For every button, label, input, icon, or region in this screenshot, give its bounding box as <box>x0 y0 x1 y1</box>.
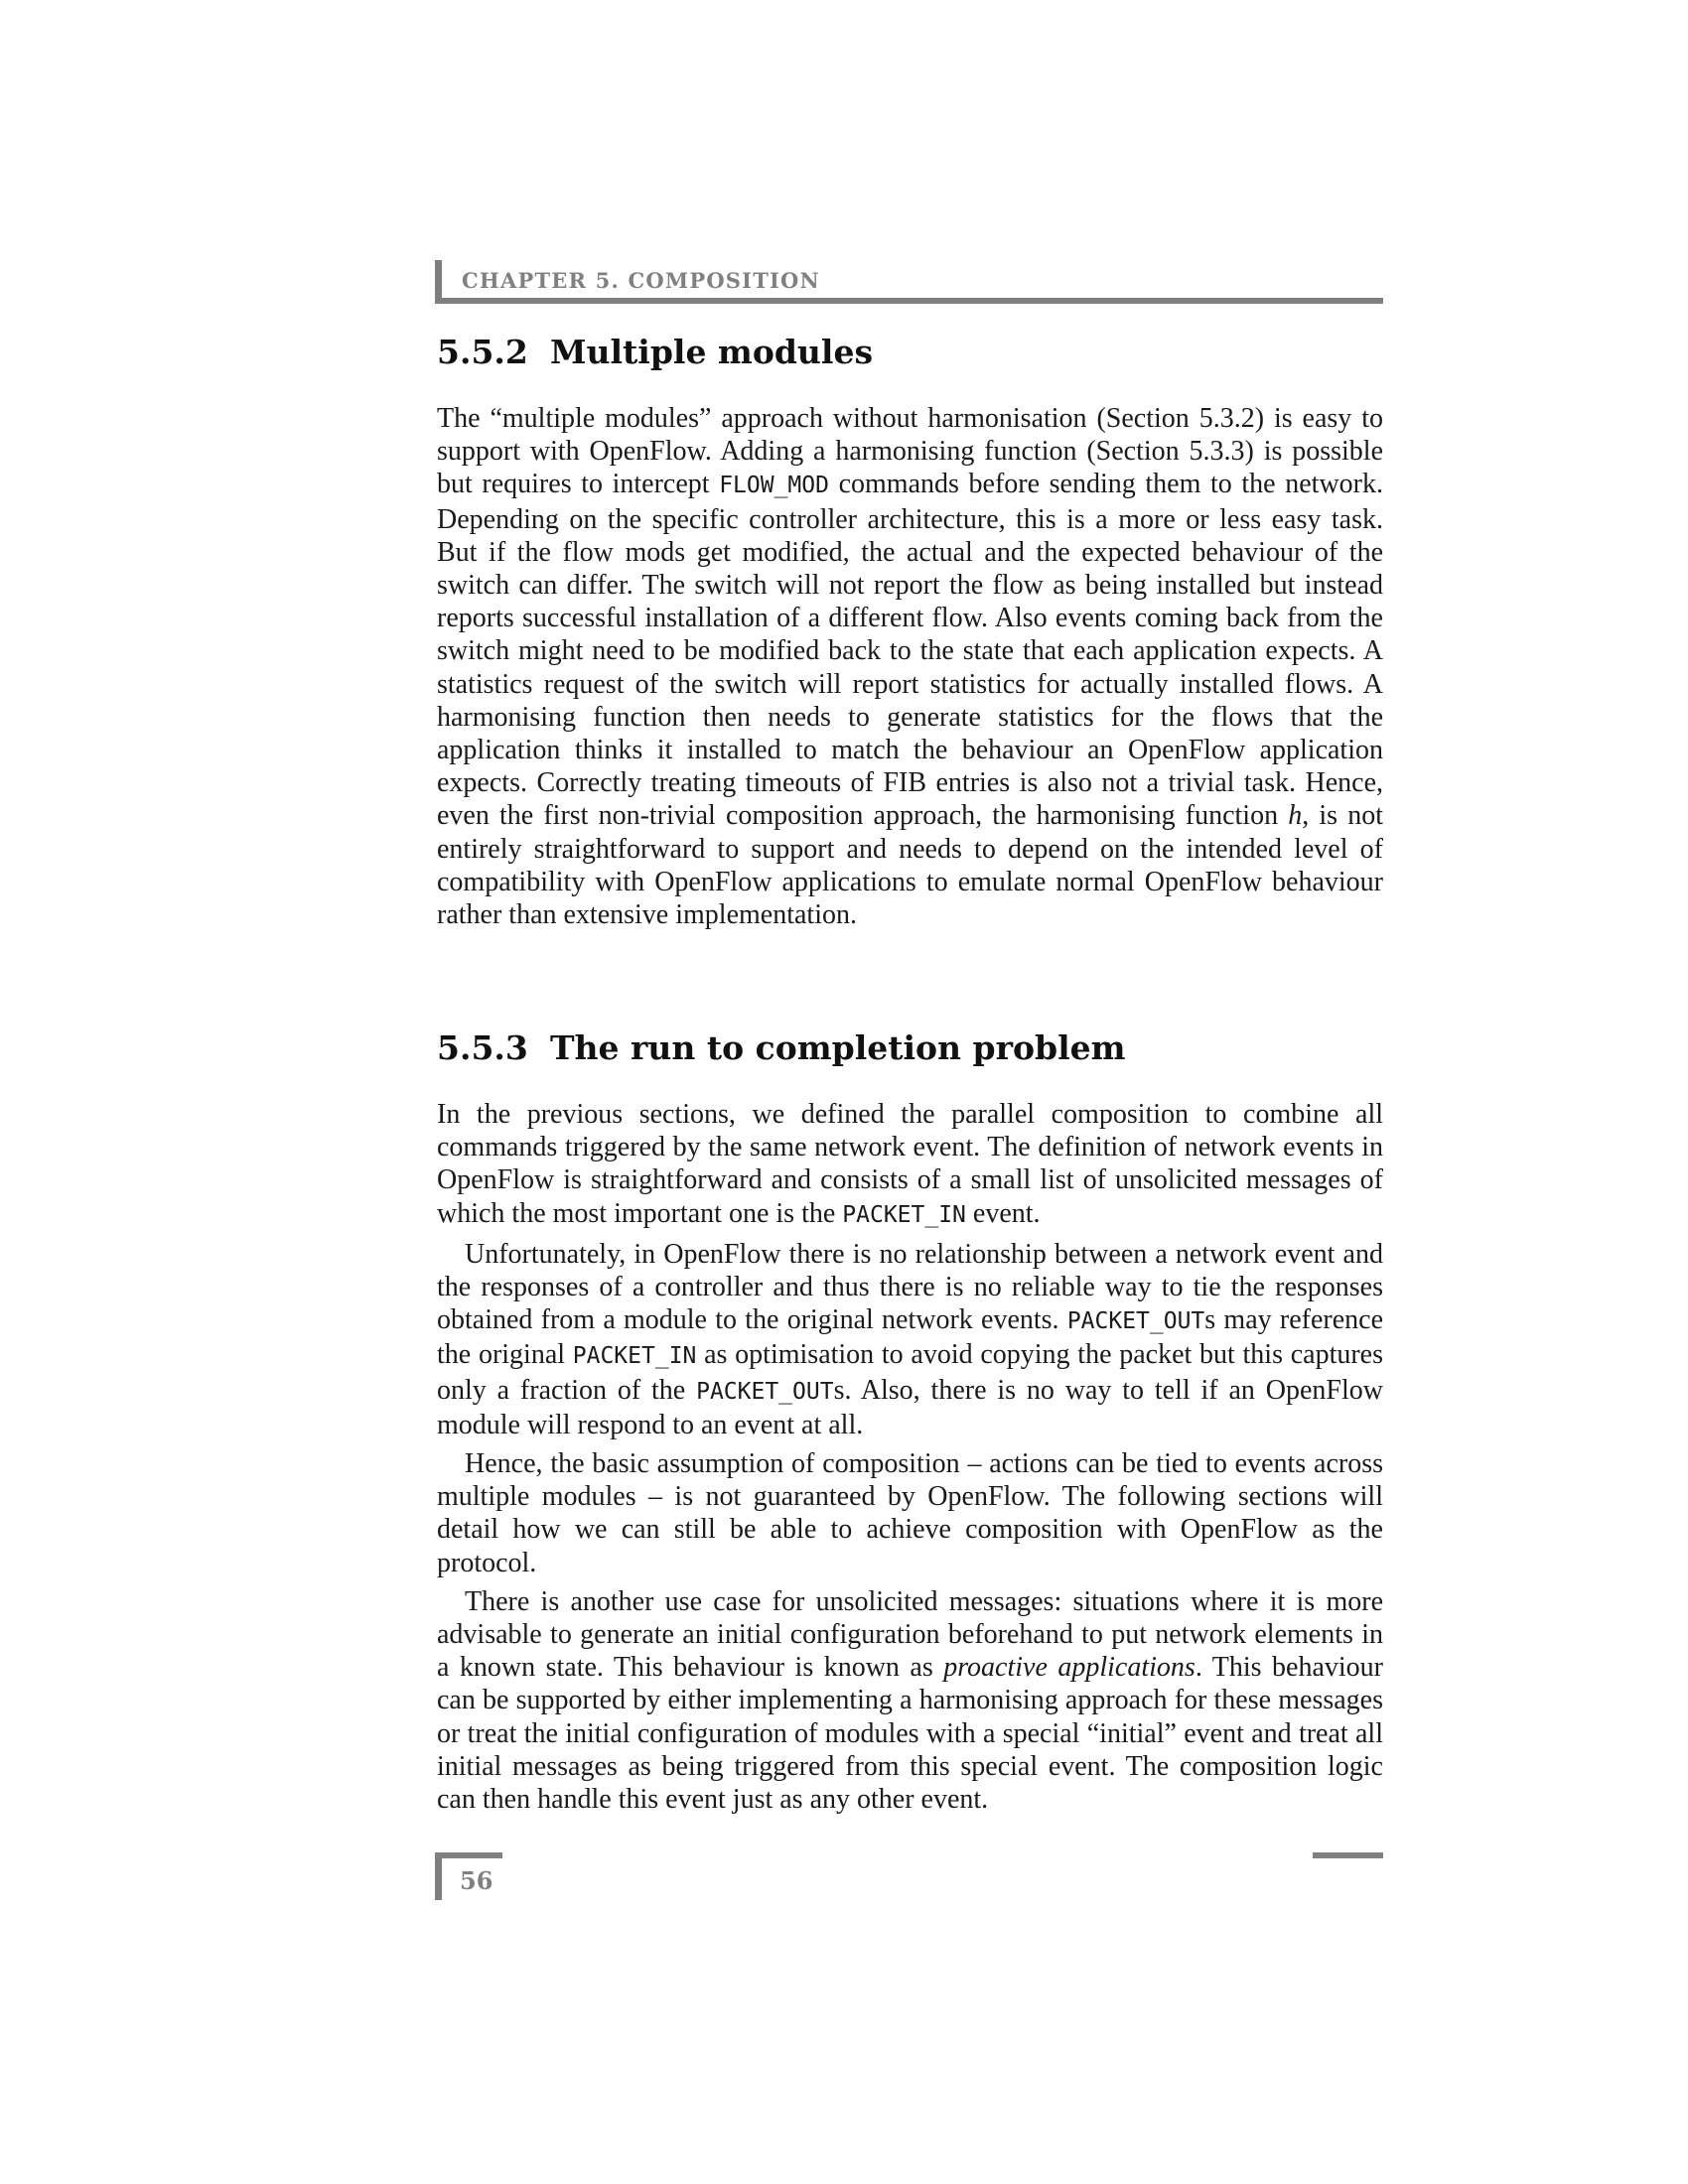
section-heading <box>437 1028 1383 1067</box>
text-run: The “multiple modules” approach without harmonisation (Section 5.3.2) is easy to support with OpenFlow. Adding a harmonising function (Section 5.3.3) is possible but requires to intercept <box>437 403 1383 500</box>
page-header <box>435 260 1383 304</box>
section-5-5-3-body <box>437 1098 1383 1816</box>
emphasis: proactive applications <box>943 1652 1196 1684</box>
math-variable: h <box>1288 800 1303 832</box>
section-5-5-3 <box>437 1028 1383 1067</box>
text-run: Unfortunately, in OpenFlow there is no relationship between a network event and the responses of a controller and thus there is no reliable way to tie the responses obtained from a module to the original network events. <box>437 1238 1383 1336</box>
paragraph <box>437 402 1383 931</box>
section-heading <box>437 333 1383 371</box>
code-packet-out: PACKET_OUT <box>696 1378 834 1405</box>
text-run: as optimisation to avoid copying the packet but this captures only a fraction of the <box>437 1339 1383 1406</box>
text-run: There is another use case for unsolicited messages: situations where it is more advisable to generate an initial configuration beforehand to put network elements in a known state. This behaviour is known as <box>437 1585 1383 1684</box>
paragraph <box>437 1238 1383 1441</box>
section-5-5-2-body <box>437 402 1383 931</box>
text-run: event. <box>965 1197 1041 1229</box>
section-5-5-2 <box>437 333 1383 371</box>
code-packet-out: PACKET_OUT <box>1066 1308 1205 1335</box>
code-packet-in: PACKET_IN <box>572 1343 697 1370</box>
text-run: In the previous sections, we defined the parallel composition to combine all commands triggered by the same network event. The definition of network events in OpenFlow is straightforward and consists of a small list of unsolicited messages of which the most important one is the <box>437 1099 1383 1229</box>
section-number: 5.5.3 <box>437 1028 528 1067</box>
page-footer <box>435 1852 502 1900</box>
footer-rule <box>1313 1852 1383 1858</box>
paragraph <box>437 1585 1383 1816</box>
text-run: , is not entirely straightforward to support and needs to depend on the intended level of compatibility with OpenFlow applications to emulate normal OpenFlow behaviour rather than extensive implementation. <box>437 800 1383 931</box>
code-packet-in: PACKET_IN <box>842 1201 966 1228</box>
text-run: commands before sending them to the network. Depending on the specific controller architecture, this is a more or less easy task. But if the flow mods get modified, the actual and the expected behaviour of the switch can differ. The switch will not report the flow as being installed but instead reports successful installation of a different flow. Also events coming back from the switch might need to be modified back to the state that each application expects. A statistics request of the switch will report statistics for actually installed flows. A harmonising function then needs to generate statistics for the flows that the application thinks it installed to match the behaviour an OpenFlow application expects. Correctly treating timeouts of FIB entries is also not a trivial task. Hence, even the first non-trivial composition approach, the harmonising function <box>437 469 1383 832</box>
section-number: 5.5.2 <box>437 333 528 371</box>
paragraph <box>437 1447 1383 1579</box>
text-run: . This behaviour can be supported by either implementing a harmonising approach for these messages or treat the initial configuration of modules with a special “initial” event and treat all initial messages as being triggered from this special event. The composition logic can then handle this event just as any other event. <box>437 1652 1384 1816</box>
text-run: s may reference the original <box>437 1304 1383 1371</box>
code-flow-mod: FLOW_MOD <box>719 473 829 499</box>
running-head: CHAPTER 5. COMPOSITION <box>462 268 820 293</box>
text-run: s. Also, there is no way to tell if an OpenFlow module will respond to an event at all. <box>437 1374 1383 1440</box>
section-title: Multiple modules <box>550 333 874 371</box>
text-run: Hence, the basic assumption of composition – actions can be tied to events across multiple modules – is not guaranteed by OpenFlow. The following sections will detail how we can still be able to achieve composition with OpenFlow as the protocol. <box>437 1448 1383 1578</box>
section-title: The run to completion problem <box>550 1028 1126 1067</box>
paragraph <box>437 1098 1383 1232</box>
page-number: 56 <box>460 1866 493 1895</box>
